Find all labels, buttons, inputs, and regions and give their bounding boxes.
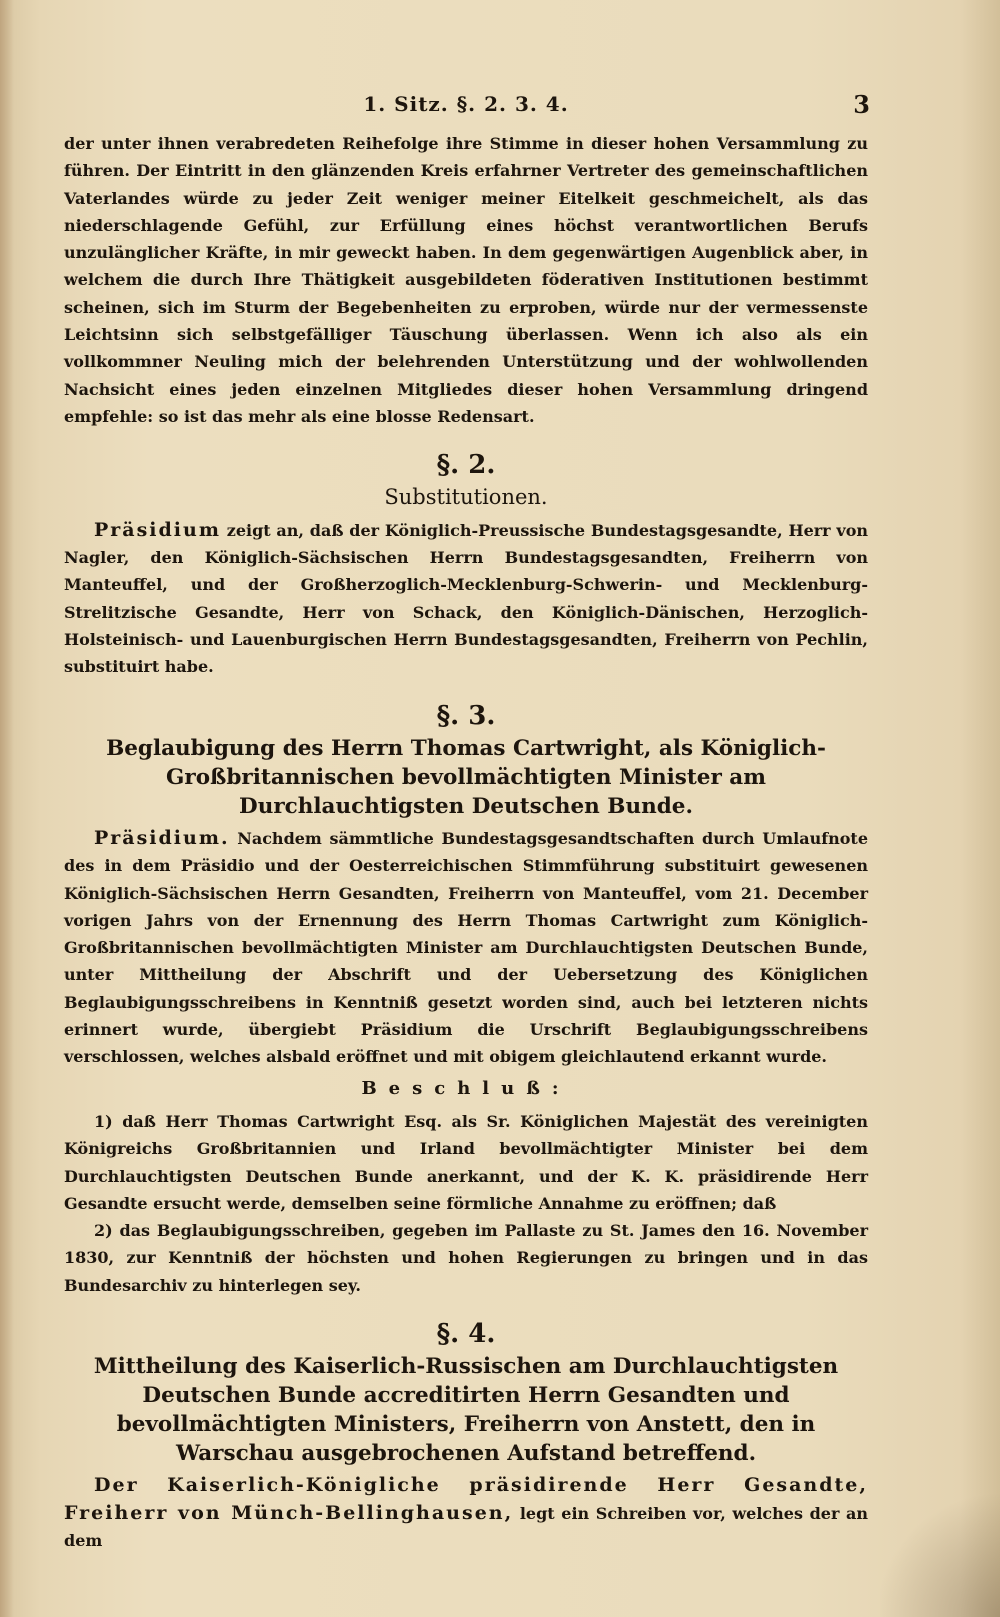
page-edge-shadow [0,0,14,1617]
section-2-heading: §. 2. [436,450,496,481]
resolution-heading: Beschluß: [361,1077,571,1099]
section-4-paragraph [64,1472,868,1554]
resolution-item-1: 1) daß Herr Thomas Cartwright Esq. als Sr. Königlichen Majestät des vereinigten Königreichs Großbritannien und Irland bevollmächtigter Minister bei dem Durchlauchtigsten Deutschen Bunde anerkannt, und der K. K. präsidirende Herr Gesandte ersucht werde, demselben seine förmliche Annahme zu eröffnen; daß [64,1111,868,1213]
section-2-lead: Präsidium [94,518,221,541]
section-2-subtitle: Substitutionen. [384,484,548,509]
page-body [64,130,868,1554]
intro-paragraph: der unter ihnen verabredeten Reihefolge ihre Stimme in dieser hohen Versammlung zu führen. Der Eintritt in den glänzenden Kreis erfahrner Vertreter des gemeinschaftlichen Vaterlandes würde zu jeder Zeit weniger meiner Eitelkeit geschmeichelt, als das niederschlagende Gefühl, zur Erfüllung eines höchst verantwortlichen Berufs unzulänglicher Kräfte, in mir geweckt haben. In dem gegenwärtigen Augenblick aber, in welchem die durch Ihre Thätigkeit ausgebildeten föderativen Institutionen bestimmt scheinen, sich im Sturm der Begebenheiten zu erproben, würde nur der vermessenste Leichtsinn sich selbstgefälliger Täuschung überlassen. Wenn ich also als ein vollkommner Neuling mich der belehrenden Unterstützung und der wohlwollenden Nachsicht eines jeden einzelnen Mitgliedes dieser hohen Versammlung dringend empfehle: so ist das mehr als eine blosse Redensart. [64,134,868,426]
resolution-item-2: 2) das Beglaubigungsschreiben, gegeben im Pallaste zu St. James den 16. November 1830, zur Kenntniß der höchsten und hohen Regierungen zu bringen und in das Bundesarchiv zu hinterlegen sey. [64,1221,868,1295]
section-4-lead: Der Kaiserlich-Königliche präsidirende Herr Gesandte, Freiherr von Münch-Bellinghausen, [64,1474,868,1524]
page-corner-shadow [880,1487,1000,1617]
section-2-paragraph [64,517,868,681]
running-title: 1. Sitz. §. 2. 3. 4. [363,92,569,116]
section-4-heading: §. 4. [436,1318,496,1349]
section-3-heading: §. 3. [436,700,496,731]
section-3-lead: Präsidium. [94,826,230,849]
section-3-text: Nachdem sämmtliche Bundestagsgesandtschaften durch Umlaufnote des in dem Präsidio und der Oesterreichischen Stimmführung substituirt gewesenen Königlich-Sächsischen Herrn Gesandten, Freiherrn von Manteuffel, vom 21. December vorigen Jahrs von der Ernennung des Herrn Thomas Cartwright zum Königlich-Großbritannischen bevollmächtigten Minister am Durchlauchtigsten Deutschen Bunde, unter Mittheilung der Abschrift und der Uebersetzung des Königlichen Beglaubigungsschreibens in Kenntniß gesetzt worden sind, auch bei letzteren nichts erinnert wurde, übergiebt Präsidium die Urschrift Beglaubigungsschreibens verschlossen, welches alsbald eröffnet und mit obigem gleichlautend erkannt wurde. [64,828,868,1067]
section-3-title: Beglaubigung des Herrn Thomas Cartwright, als Königlich-Großbritannischen bevollmächtigten Minister am Durchlauchtigsten Deutschen Bunde. [106,735,826,819]
section-4-title: Mittheilung des Kaiserlich-Russischen am Durchlauchtigsten Deutschen Bunde accreditirten Herrn Gesandten und bevollmächtigten Ministers, Freiherrn von Anstett, den in Warschau ausgebrochenen Aufstand betreffend. [93,1354,839,1467]
section-3-paragraph [64,825,868,1071]
page-number: 3 [853,90,870,119]
section-4-text: legt ein Schreiben vor, welches der an dem [64,1503,869,1550]
running-header [64,92,868,122]
section-2-text: zeigt an, daß der Königlich-Preussische Bundestagsgesandte, Herr von Nagler, den Königlich-Sächsischen Herrn Bundestagsgesandten, Freiherrn von Manteuffel, und der Großherzoglich-Mecklenburg-Schwerin- und Mecklenburg-Strelitzische Gesandte, Herr von Schack, den Königlich-Dänischen, Herzoglich-Holsteinisch- und Lauenburgischen Herrn Bundestagsgesandten, Freiherrn von Pechlin, substituirt habe. [64,520,868,677]
